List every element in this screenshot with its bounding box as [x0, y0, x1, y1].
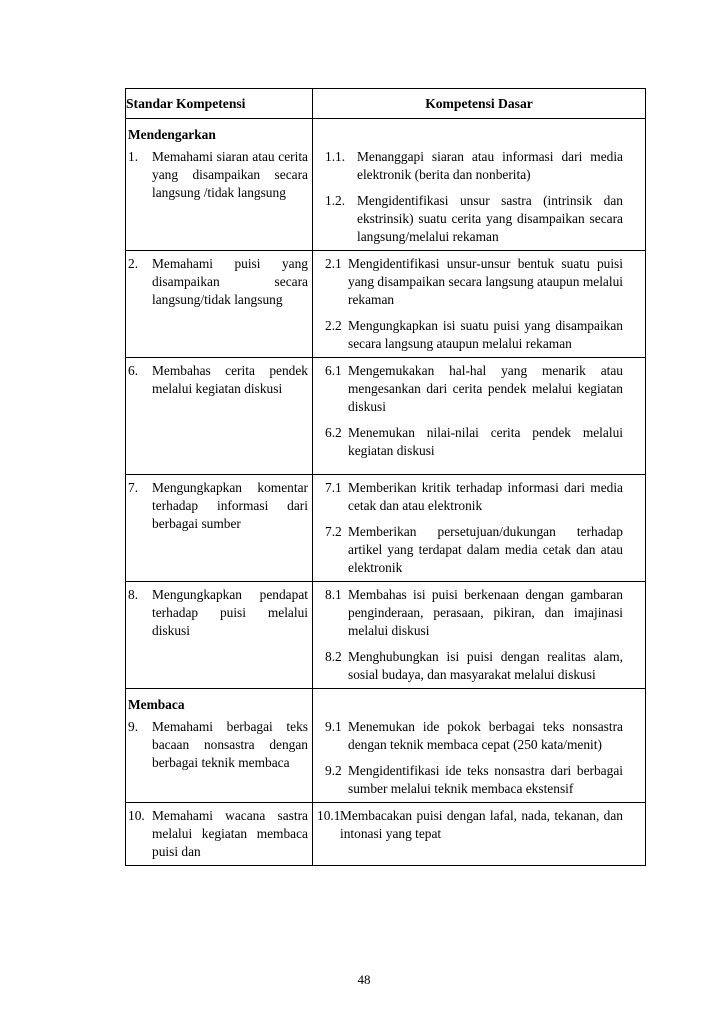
sk-number: 10. [128, 808, 145, 823]
sk-text: Mengungkapkan pendapat terhadap puisi melalui diskusi [152, 587, 308, 638]
table-header-row [126, 89, 646, 119]
kd-cell [313, 358, 646, 475]
kd-item [313, 144, 645, 188]
sk-text: Memahami wacana sastra melalui kegiatan membaca puisi dan [152, 808, 308, 859]
kd-item [313, 188, 645, 250]
kd-cell [313, 803, 646, 866]
kd-number: 6.2 [325, 425, 342, 440]
kd-item [313, 475, 645, 519]
table-row [126, 582, 646, 689]
kd-text: Menemukan ide pokok berbagai teks nonsastra dengan teknik membaca cepat (250 kata/menit) [348, 719, 623, 752]
kd-text: Menemukan nilai-nilai cerita pendek melalui kegiatan diskusi [348, 425, 623, 458]
sk-item [126, 803, 312, 865]
sk-cell [126, 689, 313, 803]
kd-text: Mengemukakan hal-hal yang menarik atau mengesankan dari cerita pendek melalui kegiatan diskusi [348, 363, 623, 414]
table-row [126, 803, 646, 866]
kd-number: 9.1 [325, 719, 342, 734]
kd-item [313, 519, 645, 581]
kd-item [313, 803, 645, 847]
sk-item [126, 475, 312, 537]
kd-number: 1.2. [325, 193, 346, 208]
kd-text: Memberikan kritik terhadap informasi dari media cetak dan atau elektronik [348, 480, 623, 513]
kd-text: Mengidentifikasi ide teks nonsastra dari berbagai sumber melalui teknik membaca ekstensif [348, 763, 623, 796]
kd-cell [313, 582, 646, 689]
kd-cell [313, 119, 646, 251]
sk-number: 7. [128, 480, 139, 495]
header-standar-kompetensi: Standar Kompetensi [126, 89, 313, 119]
kd-number: 2.1 [325, 256, 342, 271]
sk-cell [126, 803, 313, 866]
kd-number: 7.1 [325, 480, 342, 495]
sk-text: Memahami siaran atau cerita yang disampaikan secara langsung /tidak langsung [152, 149, 308, 200]
kd-item [313, 358, 645, 420]
kd-number: 2.2 [325, 318, 342, 333]
kd-text: Membacakan puisi dengan lafal, nada, tekanan, dan intonasi yang tepat [340, 808, 623, 841]
kd-item [313, 251, 645, 313]
page-number: 48 [357, 972, 371, 987]
table-row [126, 689, 646, 803]
kd-text: Mengungkapkan isi suatu puisi yang disampaikan secara langsung ataupun melalui rekaman [348, 318, 623, 351]
kd-text: Menanggapi siaran atau informasi dari media elektronik (berita dan nonberita) [357, 149, 623, 182]
sk-text: Mengungkapkan komentar terhadap informasi dari berbagai sumber [152, 480, 308, 531]
sk-number: 1. [128, 149, 139, 164]
kd-number: 8.2 [325, 649, 342, 664]
sk-cell [126, 251, 313, 358]
sk-number: 2. [128, 256, 139, 271]
table-row [126, 119, 646, 251]
kd-cell [313, 475, 646, 582]
sk-number: 9. [128, 719, 139, 734]
header-kompetensi-dasar: Kompetensi Dasar [313, 89, 646, 119]
sk-text: Membahas cerita pendek melalui kegiatan diskusi [152, 363, 308, 396]
kd-item [313, 714, 645, 758]
kd-text: Menghubungkan isi puisi dengan realitas alam, sosial budaya, dan masyarakat melalui diskusi [348, 649, 623, 682]
sk-item [126, 144, 312, 206]
sk-item [126, 251, 312, 313]
sk-text: Memahami berbagai teks bacaan nonsastra dengan berbagai teknik membaca [152, 719, 308, 770]
kd-number: 6.1 [325, 363, 342, 378]
kd-number: 1.1. [325, 149, 346, 164]
section-heading-membaca: Membaca [128, 697, 185, 712]
table-row [126, 475, 646, 582]
sk-item [126, 582, 312, 644]
kd-cell [313, 251, 646, 358]
sk-cell [126, 119, 313, 251]
kd-text: Mengidentifikasi unsur-unsur bentuk suatu puisi yang disampaikan secara langsung ataupun melalui rekaman [348, 256, 623, 307]
competency-table [125, 88, 646, 866]
sk-cell [126, 475, 313, 582]
sk-cell [126, 358, 313, 475]
sk-text: Memahami puisi yang disampaikan secara langsung/tidak langsung [152, 256, 308, 307]
kd-item [313, 420, 645, 474]
kd-number: 8.1 [325, 587, 342, 602]
kd-number: 10.1 [317, 808, 341, 823]
kd-text: Membahas isi puisi berkenaan dengan gambaran penginderaan, perasaan, pikiran, dan imajinasi melalui diskusi [348, 587, 623, 638]
kd-item [313, 644, 645, 688]
table-row [126, 358, 646, 475]
section-heading-mendengarkan: Mendengarkan [128, 127, 216, 142]
kd-number: 9.2 [325, 763, 342, 778]
kd-cell [313, 689, 646, 803]
kd-number: 7.2 [325, 524, 342, 539]
sk-item [126, 358, 312, 402]
kd-item [313, 758, 645, 802]
kd-text: Mengidentifikasi unsur sastra (intrinsik dan ekstrinsik) suatu cerita yang disampaikan secara langsung/melalui rekaman [357, 193, 623, 244]
sk-number: 6. [128, 363, 139, 378]
kd-text: Memberikan persetujuan/dukungan terhadap artikel yang terdapat dalam media cetak dan atau elektronik [348, 524, 623, 575]
sk-number: 8. [128, 587, 139, 602]
sk-item [126, 714, 312, 776]
kd-item [313, 313, 645, 357]
table-row [126, 251, 646, 358]
sk-cell [126, 582, 313, 689]
kd-item [313, 582, 645, 644]
